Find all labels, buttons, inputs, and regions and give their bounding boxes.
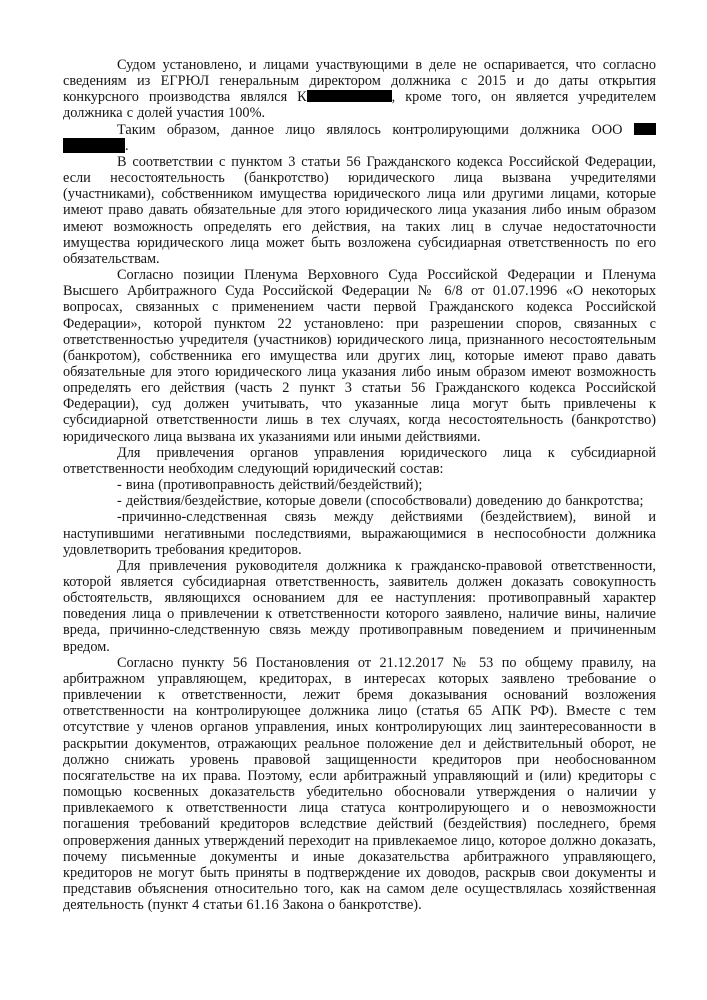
redaction-bar-company-name-1 bbox=[634, 123, 656, 135]
paragraph-court-findings-text-after: , кроме того, он является учредителем должника с долей участия 100%. bbox=[63, 89, 656, 122]
paragraph-civil-code-article-56: В соответствии с пунктом 3 статьи 56 Гражданского кодекса Российской Федерации, если несостоятельность (банкротство) юридического лица вызвана учредителями (участниками), собственником имущества юридического лица или другими лицами, которые имеют право давать обязательные для этого юридического лица указания либо иным образом имеют возможность определять его действия, на таких лиц в случае недостаточности имущества юридического лица может быть возложена субсидиарная ответственность по его обязательствам. bbox=[63, 153, 656, 267]
paragraph-controlling-person-period: . bbox=[125, 137, 129, 154]
paragraph-court-findings bbox=[63, 57, 656, 122]
paragraph-court-findings-text-before: Судом установлено, и лицами участвующими в деле не оспаривается, что согласно сведениям из ЕГРЮЛ генеральным директором должника с 2015 и до даты открытия конкурсного производства являлся К bbox=[63, 57, 656, 106]
paragraph-controlling-person-line-1 bbox=[63, 122, 656, 138]
redaction-bar-company-name-2 bbox=[63, 138, 125, 153]
paragraph-burden-of-proof: Согласно пункту 56 Постановления от 21.12.2017 № 53 по общему правилу, на арбитражном управляющем, кредиторах, в интересах которых заявлено требование о привлечении к ответственности, лежит бремя доказывания оснований возложения ответственности на контролирующее должника лицо (статья 65 АПК РФ). Вместе с тем отсутствие у членов органов управления, иных контролирующих лиц заинтересованности в раскрытии документов, отражающих реальное положение дел и действительный оборот, не должно снижать уровень правовой защищенности кредиторов при необоснованном посягательстве на их права. Поэтому, если арбитражный управляющий и (или) кредиторы с помощью косвенных доказательств убедительно обосновали утверждения о наличии у привлекаемого к ответственности лица статуса контролирующего и о невозможности погашения требований кредиторов вследствие действий (бездействия) последнего, бремя опровержения данных утверждений переходит на привлекаемое лицо, которое должно доказать, почему письменные документы и иные доказательства арбитражного управляющего, кредиторов не могут быть приняты в подтверждение их доводов, раскрыв свои документы и представив объяснения относительно того, как на самом деле осуществлялась хозяйственная деятельность (пункт 4 статьи 61.16 Закона о банкротстве). bbox=[63, 654, 656, 914]
paragraph-controlling-person-line-2 bbox=[63, 138, 656, 154]
document-page bbox=[63, 57, 656, 913]
list-item-causal-link: -причинно-следственная связь между действиями (бездействием), виной и наступившими негативными последствиями, выражающимися в неспособности должника удовлетворить требования кредиторов. bbox=[63, 509, 656, 558]
redaction-bar-director-surname bbox=[307, 90, 392, 102]
paragraph-controlling-person-text: Таким образом, данное лицо являлось контролирующими должника ООО bbox=[117, 121, 623, 138]
paragraph-legal-elements-intro: Для привлечения органов управления юридического лица к субсидиарной ответственности необходим следующий юридический состав: bbox=[63, 444, 656, 477]
paragraph-director-liability: Для привлечения руководителя должника к гражданско-правовой ответственности, которой является субсидиарная ответственность, заявитель должен доказать совокупность обстоятельств, являющихся основанием для ее наступления: противоправный характер поведения лица о привлечении к ответственности которого заявлено, наличие вины, наличие вреда, причинно-следственную связь между противоправным поведением и причиненным вредом. bbox=[63, 557, 656, 655]
paragraph-plenum-position: Согласно позиции Пленума Верховного Суда Российской Федерации и Пленума Высшего Арбитражного Суда Российской Федерации № 6/8 от 01.07.1996 «О некоторых вопросах, связанных с применением части первой Гражданского кодекса Российской Федерации», которой пунктом 22 установлено: при разрешении споров, связанных с ответственностью учредителя (участников) юридического лица, признанного несостоятельным (банкротом), собственника его имущества или других лиц, которые имеют право давать обязательные для этого юридического лица указания либо иным образом имеют возможность определять его действия (часть 2 пункт 3 статьи 56 Гражданского кодекса Российской Федерации), суд должен учитывать, что указанные лица могут быть привлечены к субсидиарной ответственности лишь в тех случаях, когда несостоятельность (банкротство) юридического лица вызвана их указаниями или иными действиями. bbox=[63, 267, 656, 445]
paragraph-controlling-person bbox=[63, 122, 656, 154]
list-item-actions: - действия/бездействие, которые довели (способствовали) доведению до банкротства; bbox=[117, 493, 644, 510]
list-item-guilt: - вина (противоправность действий/бездействий); bbox=[117, 477, 423, 494]
